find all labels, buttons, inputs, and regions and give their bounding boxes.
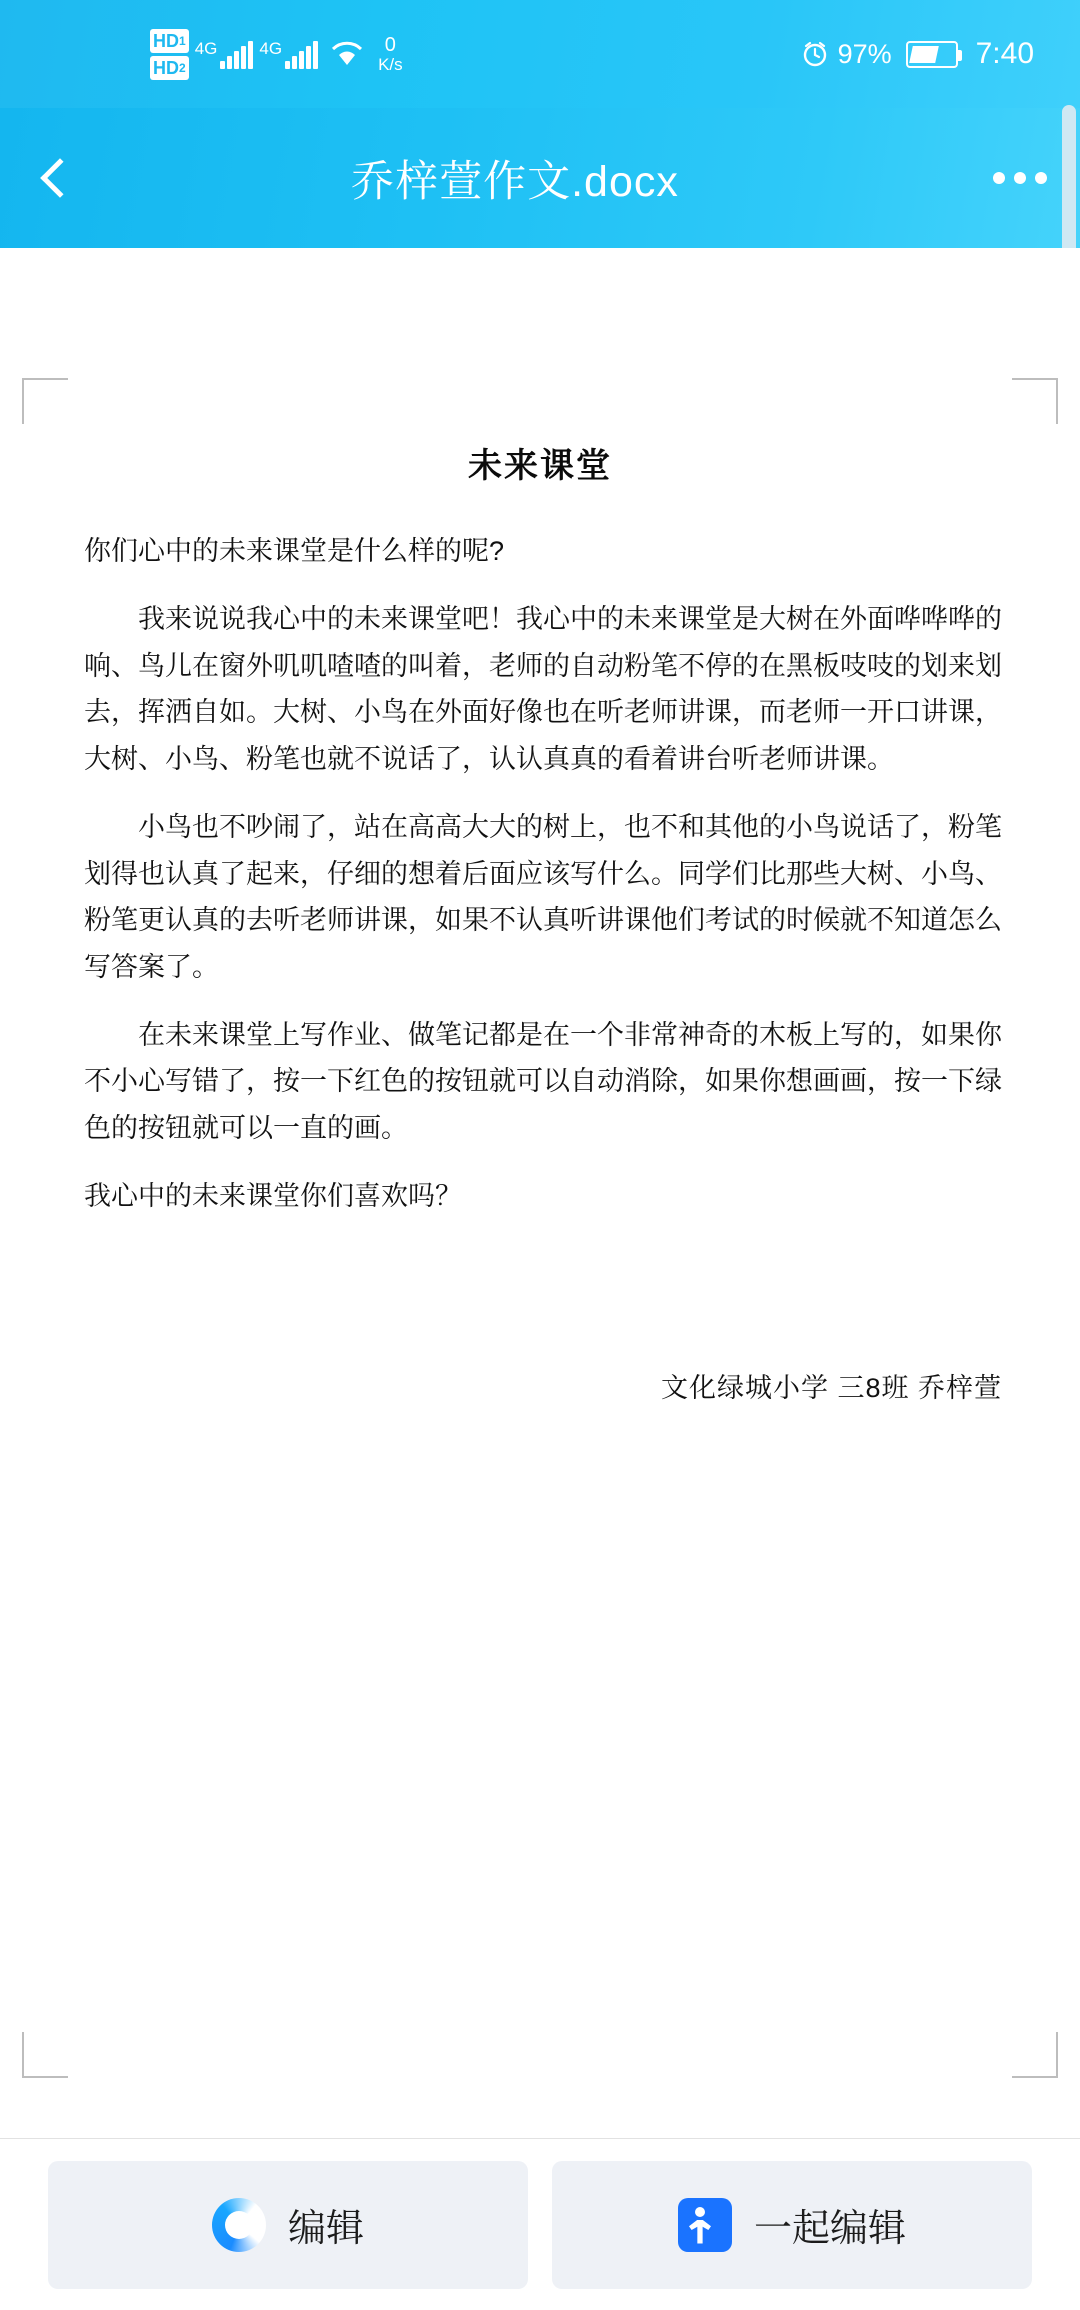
wps-edit-icon [212, 2198, 266, 2252]
hd1-sub: 1 [179, 33, 186, 48]
document-body [84, 528, 1002, 1242]
signal-bars-icon-1 [220, 41, 253, 69]
paragraph: 在未来课堂上写作业、做笔记都是在一个非常神奇的木板上写的，如果你不小心写错了，按一下红色的按钮就可以自动消除，如果你想画画，按一下绿色的按钮就可以一直的画。 [84, 1019, 1002, 1143]
battery-icon [906, 41, 958, 68]
battery-percent: 97% [837, 38, 892, 69]
page-corner-mark-top-right [1012, 378, 1058, 424]
signal-group-1 [195, 40, 254, 69]
title-bar [0, 108, 1080, 248]
paragraph: 你们心中的未来课堂是什么样的呢? [84, 536, 505, 566]
collaborate-edit-button-label: 一起编辑 [753, 2208, 906, 2250]
hd-badges [150, 29, 189, 80]
page-title: 乔梓萱作文.docx [351, 157, 679, 206]
signal-bars-icon-2 [285, 41, 318, 69]
page-corner-mark-bottom-right [1012, 2032, 1058, 2078]
paragraph: 小鸟也不吵闹了，站在高高大大的树上，也不和其他的小鸟说话了，粉笔划得也认真了起来，仔细的想着后面应该写什么。同学们比那些大树、小鸟、粉笔更认真的去听老师讲课，如果不认真听讲课他们考试的时候就不知道怎么写答案了。 [84, 812, 1002, 982]
signal-group-2 [259, 40, 318, 69]
document-signature: 文化绿城小学 三8班 乔梓萱 [660, 1373, 1002, 1403]
network-type-1: 4G [194, 38, 218, 58]
hd2-icon [150, 56, 189, 80]
paragraph: 我来说说我心中的未来课堂吧！我心中的未来课堂是大树在外面哗哗哗的响、鸟儿在窗外叽叽喳喳的叫着，老师的自动粉笔不停的在黑板吱吱的划来划去，挥洒自如。大树、小鸟在外面好像也在听老师讲课，而老师一开口讲课，大树、小鸟、粉笔也就不说话了，认认真真的看着讲台听老师讲课。 [84, 604, 1002, 774]
page-corner-mark-bottom-left [22, 2032, 68, 2078]
edit-button[interactable] [48, 2161, 528, 2289]
speed-unit: K/s [378, 54, 403, 74]
status-bar-right [802, 37, 1034, 71]
hd1-icon [150, 29, 189, 53]
edit-button-label: 编辑 [287, 2208, 364, 2250]
more-options-icon [993, 172, 1005, 184]
hd2-label: HD [153, 57, 179, 78]
bottom-action-bar [0, 2138, 1080, 2310]
speed-value: 0 [384, 33, 396, 56]
collaborate-edit-icon [678, 2198, 732, 2252]
alarm-icon [802, 41, 828, 67]
status-bar-left [150, 29, 403, 80]
network-speed [378, 35, 403, 74]
document-heading: 未来课堂 [468, 447, 612, 485]
clock: 7:40 [975, 37, 1034, 70]
page-corner-mark-top-left [22, 378, 68, 424]
wifi-icon [330, 39, 364, 67]
hd2-sub: 2 [179, 60, 186, 75]
document-page[interactable] [0, 248, 1080, 2138]
paragraph: 我心中的未来课堂你们喜欢吗？ [84, 1181, 462, 1212]
collaborate-edit-button[interactable] [552, 2161, 1032, 2289]
network-type-2: 4G [259, 38, 283, 58]
hd1-label: HD [153, 30, 179, 51]
status-bar [0, 0, 1080, 108]
